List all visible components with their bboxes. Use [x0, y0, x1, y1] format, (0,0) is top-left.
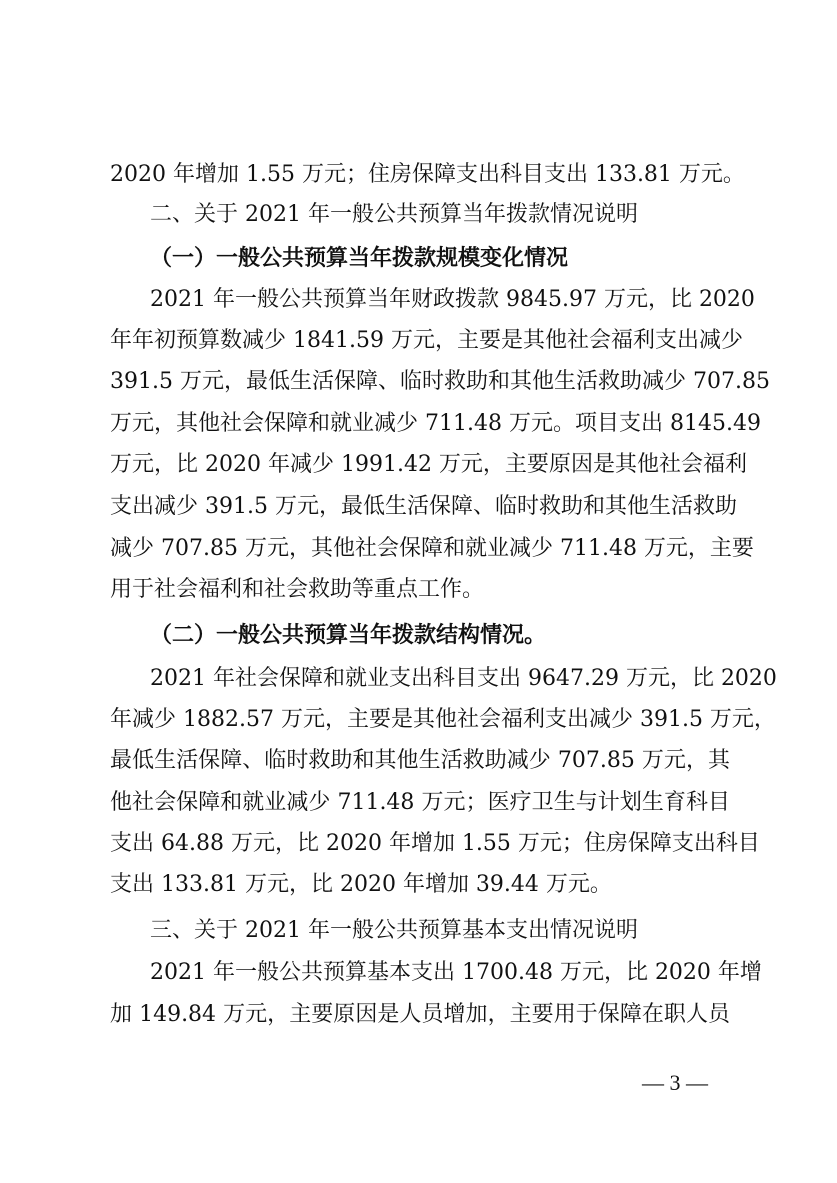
paragraph-line: 支出 133.81 万元，比 2020 年增加 39.44 万元。: [110, 872, 612, 897]
paragraph-line: 年减少 1882.57 万元，主要是其他社会福利支出减少 391.5 万元，: [110, 707, 776, 732]
paragraph-line: 万元，比 2020 年减少 1991.42 万元，主要原因是其他社会福利: [110, 452, 747, 477]
paragraph-line: 他社会保障和就业减少 711.48 万元；医疗卫生与计划生育科目: [110, 790, 730, 815]
page-number: — 3 —: [642, 1070, 708, 1095]
subsection-heading: （一）一般公共预算当年拨款规模变化情况: [150, 245, 569, 271]
subsection-heading: （二）一般公共预算当年拨款结构情况。: [150, 622, 547, 648]
paragraph-line: 用于社会福利和社会救助等重点工作。: [110, 577, 485, 602]
paragraph-line: 最低生活保障、临时救助和其他生活救助减少 707.85 万元，其: [110, 748, 730, 773]
paragraph-line: 2021 年一般公共预算当年财政拨款 9845.97 万元，比 2020: [150, 287, 755, 312]
paragraph-line: 减少 707.85 万元，其他社会保障和就业减少 711.48 万元，主要: [110, 536, 754, 561]
paragraph-line: 支出减少 391.5 万元，最低生活保障、临时救助和其他生活救助: [110, 494, 737, 519]
paragraph-line: 2021 年一般公共预算基本支出 1700.48 万元，比 2020 年增: [150, 960, 762, 985]
section-heading: 二、关于 2021 年一般公共预算当年拨款情况说明: [150, 202, 638, 227]
paragraph-line: 2020 年增加 1.55 万元；住房保障支出科目支出 133.81 万元。: [110, 162, 745, 187]
section-heading: 三、关于 2021 年一般公共预算基本支出情况说明: [150, 918, 638, 943]
paragraph-line: 2021 年社会保障和就业支出科目支出 9647.29 万元，比 2020: [150, 666, 777, 691]
paragraph-line: 加 149.84 万元，主要原因是人员增加，主要用于保障在职人员: [110, 1002, 730, 1027]
paragraph-line: 391.5 万元，最低生活保障、临时救助和其他生活救助减少 707.85: [110, 369, 770, 394]
paragraph-line: 年年初预算数减少 1841.59 万元，主要是其他社会福利支出减少: [110, 328, 743, 353]
paragraph-line: 万元，其他社会保障和就业减少 711.48 万元。项目支出 8145.49: [110, 411, 761, 436]
paragraph-line: 支出 64.88 万元，比 2020 年增加 1.55 万元；住房保障支出科目: [110, 831, 760, 856]
